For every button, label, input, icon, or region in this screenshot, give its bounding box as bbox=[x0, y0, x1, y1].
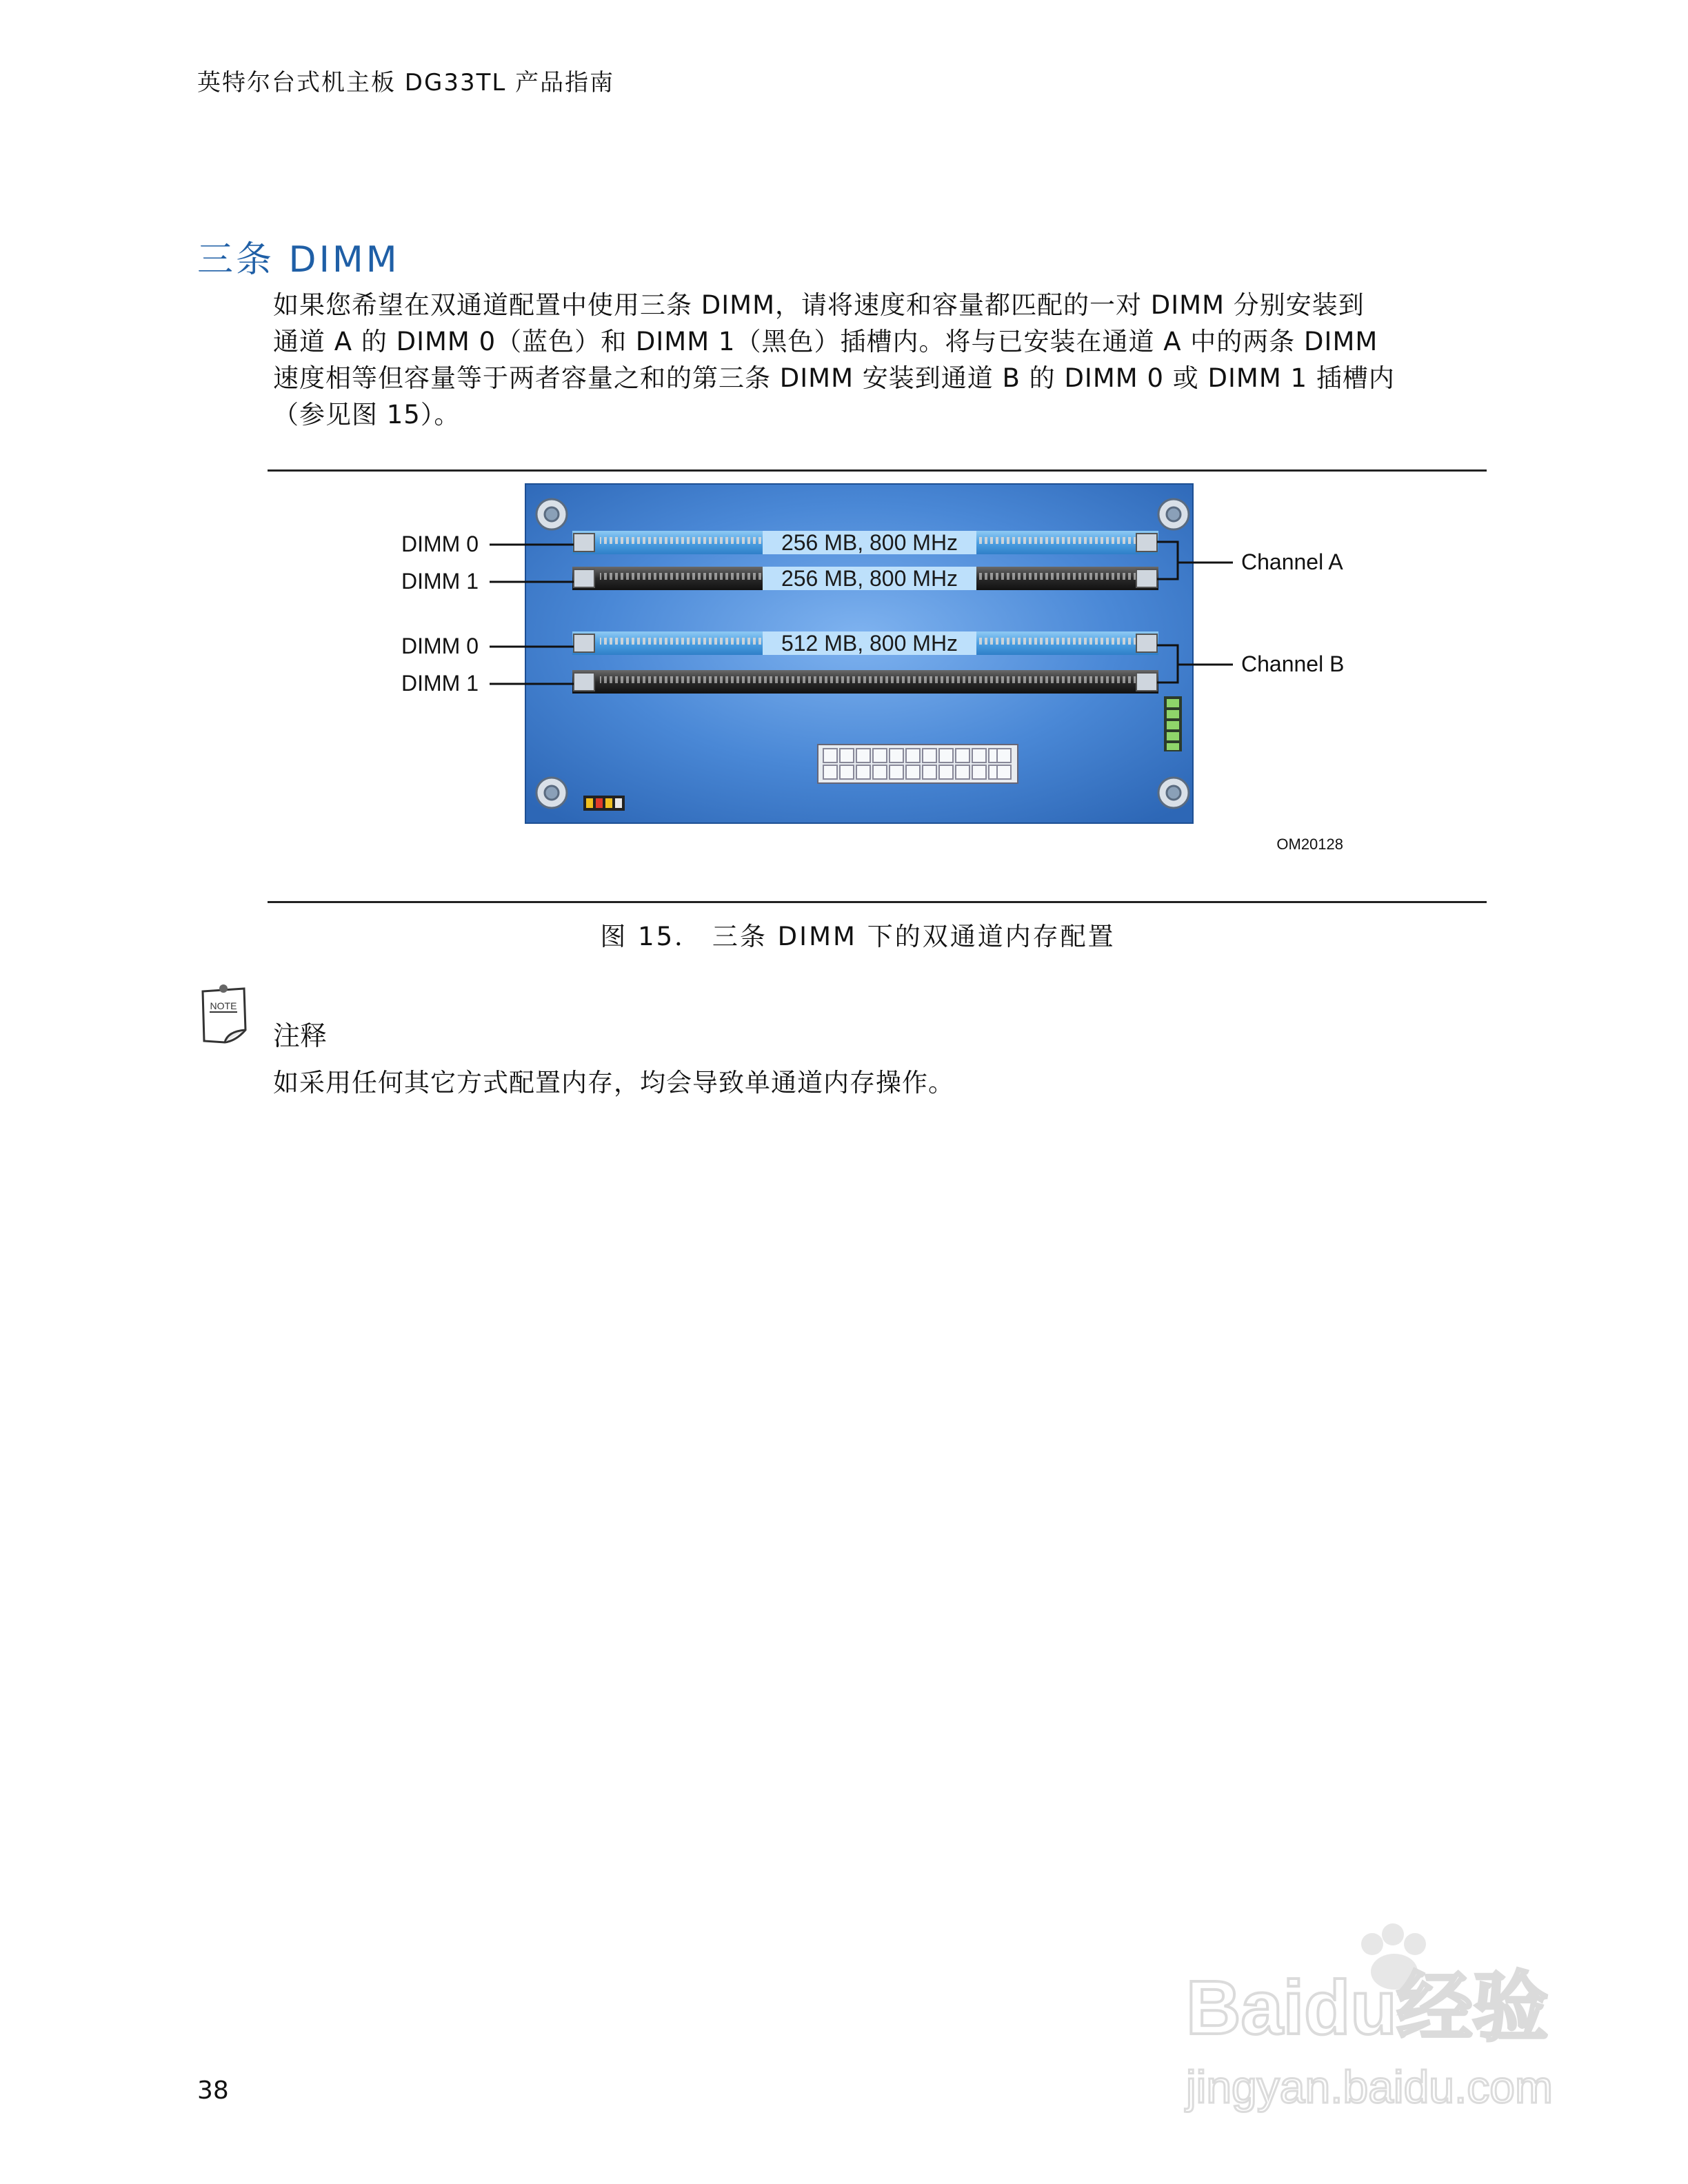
note-title: 注释 bbox=[273, 1021, 328, 1052]
body-line: 如果您希望在双通道配置中使用三条 DIMM，请将速度和容量都匹配的一对 DIMM 分别安装到 bbox=[273, 290, 1365, 320]
dimm-configuration-figure bbox=[400, 483, 1352, 863]
figure-top-rule bbox=[268, 469, 1487, 472]
slot-label: 256 MB, 800 MHz bbox=[781, 530, 958, 555]
dimm-label: DIMM 0 bbox=[401, 634, 479, 658]
page-number: 38 bbox=[197, 2076, 229, 2105]
section-title: 三条 DIMM bbox=[197, 239, 400, 281]
slot-label: 256 MB, 800 MHz bbox=[781, 566, 958, 591]
dimm-label: DIMM 0 bbox=[401, 532, 479, 556]
dimm-slot-channel-b-1 bbox=[572, 670, 1158, 694]
header-pins bbox=[583, 796, 625, 811]
watermark-url: jingyan.baidu.com bbox=[1186, 2061, 1553, 2112]
section-body bbox=[273, 287, 1487, 433]
watermark-brand: Baidu经验 bbox=[1186, 1965, 1549, 2050]
note-text: 如采用任何其它方式配置内存，均会导致单通道内存操作。 bbox=[273, 1068, 954, 1098]
body-line: 通道 A 的 DIMM 0（蓝色）和 DIMM 1（黑色）插槽内。将与已安装在通道 A 中的两条 DIMM bbox=[273, 327, 1378, 356]
body-line: （参见图 15）。 bbox=[273, 400, 461, 429]
dimm-label: DIMM 1 bbox=[401, 671, 479, 696]
slot-label: 512 MB, 800 MHz bbox=[781, 631, 958, 656]
figure-id: OM20128 bbox=[1276, 836, 1343, 853]
dimm-label: DIMM 1 bbox=[401, 569, 479, 594]
power-connector bbox=[818, 745, 1018, 783]
note-icon-label: NOTE bbox=[210, 1000, 237, 1011]
page-header: 英特尔台式机主板 DG33TL 产品指南 bbox=[197, 69, 615, 97]
channel-label: Channel B bbox=[1241, 651, 1345, 676]
baidu-watermark bbox=[1172, 1917, 1586, 2123]
led-header bbox=[1164, 696, 1182, 751]
figure-bottom-rule bbox=[268, 901, 1487, 903]
figure-caption: 图 15． 三条 DIMM 下的双通道内存配置 bbox=[600, 922, 1116, 951]
channel-label: Channel A bbox=[1241, 549, 1343, 574]
body-line: 速度相等但容量等于两者容量之和的第三条 DIMM 安装到通道 B 的 DIMM 0 或 DIMM 1 插槽内 bbox=[273, 363, 1395, 393]
note-icon bbox=[197, 982, 251, 1048]
